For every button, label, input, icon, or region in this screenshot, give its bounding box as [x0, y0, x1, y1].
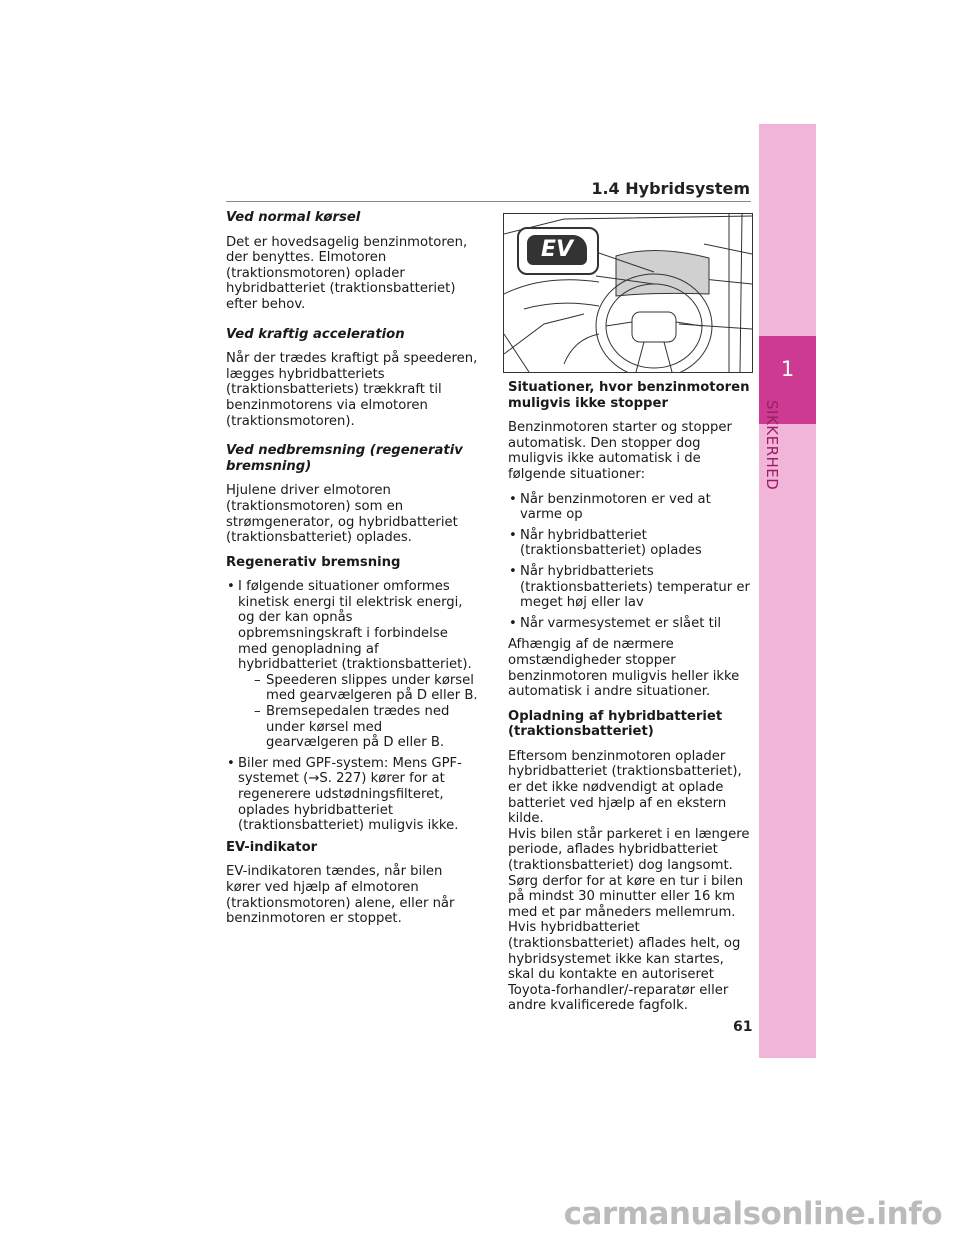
para-normal-driving: Det er hovedsagelig benzinmotoren, der benyttes. Elmotoren (traktionsmotoren) oplader hybridbatteriet (traktionsbatteriet) efter behov.: [226, 234, 468, 312]
heading-ev-indicator: EV-indikator: [226, 839, 318, 855]
list-item: • Når benzinmotoren er ved at varme op: [508, 492, 754, 523]
chapter-side-tab: [759, 124, 816, 1058]
right-column: [508, 380, 754, 1023]
sub-list: [238, 673, 478, 751]
ev-badge: [517, 227, 599, 275]
ev-indicator-figure: [503, 213, 753, 373]
chapter-number: 1: [759, 336, 816, 424]
watermark: carmanualsonline.info: [563, 1196, 942, 1232]
ev-badge-inner: [527, 235, 587, 265]
list-item: • Når hybridbatteriets (traktionsbatteriets) temperatur er meget høj eller lav: [508, 564, 754, 611]
sub-list-item: – Speederen slippes under kørsel med gearvælgeren på D eller B.: [238, 673, 478, 704]
header-divider: [226, 201, 751, 202]
engine-not-stopping-list: [508, 492, 754, 632]
page-number: 61: [733, 1019, 753, 1035]
ev-badge-text: EV: [540, 237, 574, 262]
para-strong-acceleration: Når der trædes kraftigt på speederen, lægges hybridbatteriets (traktionsbatteriets) trækkraft til benzinmotorens via elmotoren (traktionsmotoren).: [226, 351, 478, 429]
list-item: • Når hybridbatteriet (traktionsbatteriet) oplades: [508, 528, 754, 559]
list-item-text: I følgende situationer omformes kinetisk energi til elektrisk energi, og der kan opnås opbremsningskraft i forbindelse med genopladning af hybridbatteriet (traktionsbatteriet).: [238, 579, 472, 673]
section-header-title: 1.4 Hybridsystem: [591, 179, 750, 198]
para-regenerative-braking-intro: Hjulene driver elmotoren (traktionsmotoren) som en strømgenerator, og hybridbatteriet (traktionsbatteriet) oplades.: [226, 483, 458, 546]
para-charging-battery: Eftersom benzinmotoren oplader hybridbatteriet (traktionsbatteriet), er det ikke nødvendigt at oplade batteriet ved hjælp af en ekstern kilde. Hvis bilen står parkeret i en længere periode, aflades hybridbatteriet (traktionsbatteriet) dog langsomt. Sørg derfor for at køre en tur i bilen på mindst 30 minutter eller 16 km med et par måneders mellemrum. Hvis hybridbatteriet (traktionsbatteriet) aflades helt, og hybridsystemet ikke kan startes, skal du kontakte en autoriseret Toyota-forhandler/-reparatør eller andre kvalificerede fagfolk.: [508, 748, 750, 1014]
para-ev-indicator: EV-indikatoren tændes, når bilen kører ved hjælp af elmotoren (traktionsmotoren) alene, eller når benzinmotoren er stoppet.: [226, 864, 455, 927]
heading-regenerative-braking: Regenerativ bremsning: [226, 554, 401, 570]
heading-charging-battery: Opladning af hybridbatteriet (traktionsbatteriet): [508, 708, 723, 740]
heading-engine-not-stopping: Situationer, hvor benzinmotoren muligvis ikke stopper: [508, 380, 750, 411]
sub-list-item: – Bremsepedalen trædes ned under kørsel med gearvælgeren på D eller B.: [238, 704, 478, 751]
regenerative-braking-list: [226, 579, 478, 834]
list-item: • Biler med GPF-system: Mens GPF-systemet (→S. 227) kører for at regenerere udstødningsfilteret, oplades hybridbatteriet (traktionsbatteriet) muligvis ikke.: [226, 756, 478, 834]
heading-normal-driving: Ved normal kørsel: [226, 210, 361, 225]
heading-regenerative-braking-intro: Ved nedbremsning (regenerativ bremsning): [226, 443, 463, 474]
list-item: • Når varmesystemet er slået til: [508, 616, 754, 632]
para-other-situations: Afhængig af de nærmere omstændigheder stopper benzinmotoren muligvis heller ikke automatisk i andre situationer.: [508, 637, 740, 700]
chapter-label: SIKKERHED: [763, 400, 781, 491]
left-column: [226, 210, 478, 936]
list-item: [226, 579, 478, 751]
heading-strong-acceleration: Ved kraftig acceleration: [226, 326, 405, 342]
para-engine-not-stopping: Benzinmotoren starter og stopper automatisk. Den stopper dog muligvis ikke automatisk i de følgende situationer:: [508, 420, 732, 482]
